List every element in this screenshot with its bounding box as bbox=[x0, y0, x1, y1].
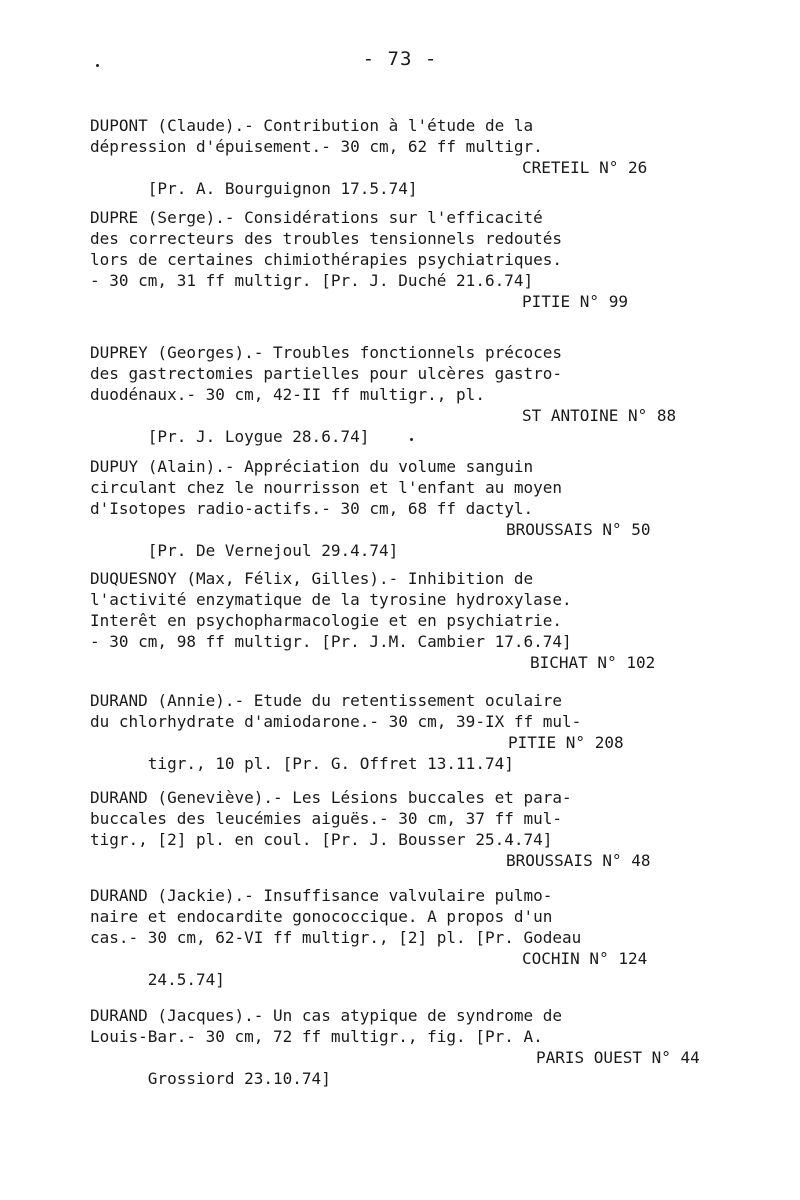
scan-speck bbox=[410, 438, 413, 441]
entry-location: PITIE N° 208 bbox=[508, 733, 624, 752]
bibliographic-entry bbox=[90, 115, 730, 198]
entry-location: BROUSSAIS N° 48 bbox=[506, 851, 651, 870]
entry-line: dépression d'épuisement.- 30 cm, 62 ff multigr. bbox=[90, 137, 543, 156]
entry-line: DUPONT (Claude).- Contribution à l'étude de la bbox=[90, 116, 534, 135]
bibliographic-entry bbox=[90, 885, 730, 989]
entry-line: du chlorhydrate d'amiodarone.- 30 cm, 39-IX ff mul- bbox=[90, 712, 582, 731]
entry-line-with-location bbox=[90, 157, 730, 198]
entry-line-with-location bbox=[90, 732, 730, 773]
entry-location: PITIE N° 99 bbox=[522, 292, 628, 311]
entry-line: [Pr. De Vernejoul 29.4.74] bbox=[147, 541, 399, 560]
entry-line: Interêt en psychopharmacologie et en psychiatrie. bbox=[90, 611, 563, 630]
entry-location-line bbox=[90, 850, 730, 871]
entry-line: DURAND (Geneviève).- Les Lésions buccales et para- bbox=[90, 788, 572, 807]
entry-line: lors de certaines chimiothérapies psychiatriques. bbox=[90, 250, 563, 269]
entry-line-with-location bbox=[90, 1047, 730, 1088]
entry-line: [Pr. J. Loygue 28.6.74] bbox=[147, 427, 370, 446]
entry-line: l'activité enzymatique de la tyrosine hydroxylase. bbox=[90, 590, 572, 609]
bibliographic-entry bbox=[90, 568, 730, 673]
entry-line-with-location bbox=[90, 948, 730, 989]
entry-line: Grossiord 23.10.74] bbox=[147, 1069, 331, 1088]
entry-line: des gastrectomies partielles pour ulcères gastro- bbox=[90, 364, 563, 383]
entry-line: DUPREY (Georges).- Troubles fonctionnels précoces bbox=[90, 343, 563, 362]
entry-line: DURAND (Jackie).- Insuffisance valvulaire pulmo- bbox=[90, 886, 553, 905]
entry-line: d'Isotopes radio-actifs.- 30 cm, 68 ff dactyl. bbox=[90, 499, 534, 518]
entry-line: - 30 cm, 98 ff multigr. [Pr. J.M. Cambier 17.6.74] bbox=[90, 632, 572, 651]
entry-line: DURAND (Annie).- Etude du retentissement oculaire bbox=[90, 691, 563, 710]
entry-location-line bbox=[90, 652, 730, 673]
entry-line: naire et endocardite gonococcique. A propos d'un bbox=[90, 907, 553, 926]
entry-line: - 30 cm, 31 ff multigr. [Pr. J. Duché 21.6.74] bbox=[90, 271, 534, 290]
entry-line: buccales des leucémies aiguës.- 30 cm, 37 ff mul- bbox=[90, 809, 563, 828]
entry-line-with-location bbox=[90, 405, 730, 446]
entry-line-with-location bbox=[90, 519, 730, 560]
bibliographic-entry bbox=[90, 690, 730, 773]
scan-speck bbox=[96, 64, 99, 67]
bibliographic-entry bbox=[90, 1005, 730, 1088]
entry-line: Louis-Bar.- 30 cm, 72 ff multigr., fig. [Pr. A. bbox=[90, 1027, 543, 1046]
entry-location: PARIS OUEST N° 44 bbox=[536, 1048, 700, 1067]
entry-location: ST ANTOINE N° 88 bbox=[522, 406, 677, 425]
bibliographic-entry bbox=[90, 787, 730, 871]
entry-location: COCHIN N° 124 bbox=[522, 949, 648, 968]
bibliographic-entry bbox=[90, 342, 730, 446]
entry-location-line bbox=[90, 291, 730, 312]
entry-location: BICHAT N° 102 bbox=[530, 653, 656, 672]
entry-line: 24.5.74] bbox=[147, 970, 225, 989]
bibliographic-entry bbox=[90, 207, 730, 312]
entry-line: DUPUY (Alain).- Appréciation du volume sanguin bbox=[90, 457, 534, 476]
entry-line: DURAND (Jacques).- Un cas atypique de syndrome de bbox=[90, 1006, 563, 1025]
entry-line: duodénaux.- 30 cm, 42-II ff multigr., pl. bbox=[90, 385, 485, 404]
entry-line: cas.- 30 cm, 62-VI ff multigr., [2] pl. [Pr. Godeau bbox=[90, 928, 582, 947]
entry-location: CRETEIL N° 26 bbox=[522, 158, 648, 177]
entry-location: BROUSSAIS N° 50 bbox=[506, 520, 651, 539]
entry-line: DUPRE (Serge).- Considérations sur l'efficacité bbox=[90, 208, 543, 227]
entry-line: [Pr. A. Bourguignon 17.5.74] bbox=[147, 179, 418, 198]
bibliographic-entry bbox=[90, 456, 730, 560]
entry-line: tigr., 10 pl. [Pr. G. Offret 13.11.74] bbox=[147, 754, 514, 773]
entry-line: tigr., [2] pl. en coul. [Pr. J. Bousser 25.4.74] bbox=[90, 830, 553, 849]
entry-line: DUQUESNOY (Max, Félix, Gilles).- Inhibition de bbox=[90, 569, 534, 588]
entry-line: circulant chez le nourrisson et l'enfant au moyen bbox=[90, 478, 563, 497]
entry-line: des correcteurs des troubles tensionnels redoutés bbox=[90, 229, 563, 248]
page-number: - 73 - bbox=[362, 48, 438, 70]
